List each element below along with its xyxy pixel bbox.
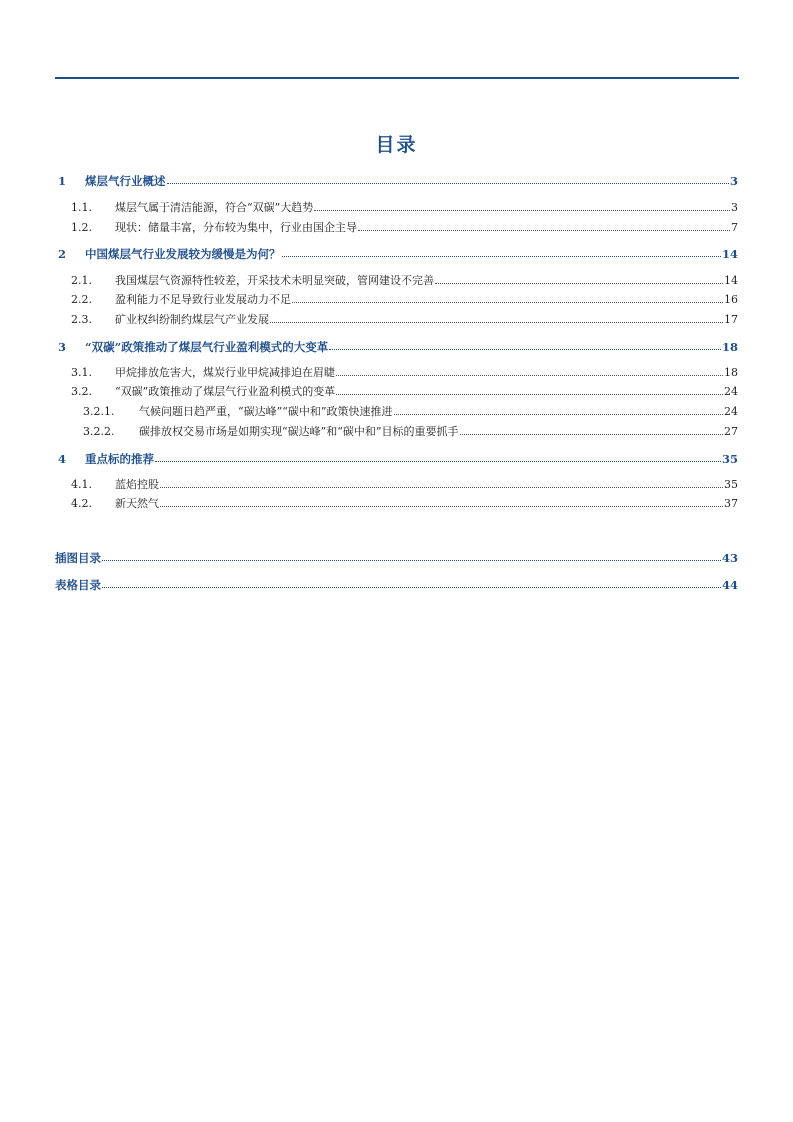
toc-entry-title: 插图目录 <box>55 551 101 565</box>
toc-entry-page: 18 <box>724 366 738 379</box>
toc-entry-title: 甲烷排放危害大，煤炭行业甲烷减排迫在眉睫 <box>115 366 335 379</box>
toc-entry-number: 2 <box>58 247 67 261</box>
toc-entry-number: 4.2. <box>71 497 92 510</box>
toc-entry-title: 新天然气 <box>115 497 159 510</box>
toc-entry-page: 27 <box>724 425 738 438</box>
toc-entry-page: 16 <box>724 293 738 306</box>
toc-entry-page: 35 <box>724 478 738 491</box>
toc-entry-3-2-1[interactable] <box>55 403 738 419</box>
toc-entry-2-2[interactable] <box>55 291 738 307</box>
dot-leader <box>282 256 721 257</box>
toc-entry-3[interactable] <box>55 338 738 354</box>
toc-entry-page: 35 <box>721 452 738 466</box>
dot-leader <box>160 506 723 507</box>
dot-leader <box>460 434 724 435</box>
toc-entry-1-1[interactable] <box>55 199 738 215</box>
toc-entry-4-1[interactable] <box>55 476 738 492</box>
dot-leader <box>435 283 723 284</box>
toc-entry-title: 煤层气属于清洁能源，符合“双碳”大趋势 <box>115 201 314 214</box>
toc-entry-page: 24 <box>724 405 738 418</box>
toc-entry-1[interactable] <box>55 172 738 188</box>
toc-entry-title: 矿业权纠纷制约煤层气产业发展 <box>115 313 269 326</box>
toc-entry-3-1[interactable] <box>55 364 738 380</box>
toc-entry-2[interactable] <box>55 245 738 261</box>
dot-leader <box>155 461 721 462</box>
dot-leader <box>270 322 723 323</box>
toc-entry-page: 37 <box>724 497 738 510</box>
toc-entry-title: 气候问题日趋严重，“碳达峰”“碳中和”政策快速推进 <box>139 405 393 418</box>
toc-entry-number: 1.2. <box>71 221 92 234</box>
toc-entry-page: 14 <box>724 274 738 287</box>
toc-entry-figures[interactable] <box>55 549 738 565</box>
toc-entry-page: 7 <box>731 221 738 234</box>
toc-entry-number: 2.3. <box>71 313 92 326</box>
toc-entry-title: 表格目录 <box>55 578 101 592</box>
toc-entry-page: 3 <box>729 174 738 188</box>
toc-entry-title: 中国煤层气行业发展较为缓慢是为何？ <box>85 247 281 261</box>
dot-leader <box>292 302 723 303</box>
dot-leader <box>336 375 723 376</box>
dot-leader <box>160 487 723 488</box>
toc-entry-number: 3.1. <box>71 366 92 379</box>
dot-leader <box>102 587 721 588</box>
toc-title: 目录 <box>375 134 418 156</box>
dot-leader <box>336 394 723 395</box>
toc-entry-page: 24 <box>724 385 738 398</box>
toc-entry-number: 3.2.2. <box>83 425 115 438</box>
toc-entry-3-2-2[interactable] <box>55 423 738 439</box>
toc-entry-tables[interactable] <box>55 576 738 592</box>
toc-entry-title: 我国煤层气资源特性较差，开采技术未明显突破，管网建设不完善 <box>115 274 434 287</box>
toc-entry-title: 现状：储量丰富，分布较为集中，行业由国企主导 <box>115 221 357 234</box>
toc-entry-number: 1.1. <box>71 201 92 214</box>
dot-leader <box>394 414 724 415</box>
toc-entry-page: 43 <box>721 551 738 565</box>
dot-leader <box>314 210 730 211</box>
toc-entry-title: 盈利能力不足导致行业发展动力不足 <box>115 293 291 306</box>
toc-entry-title: 煤层气行业概述 <box>85 174 166 188</box>
toc-entry-title: 重点标的推荐 <box>85 452 154 466</box>
toc-entry-3-2[interactable] <box>55 383 738 399</box>
toc-entry-page: 18 <box>721 340 738 354</box>
toc-entry-4[interactable] <box>55 450 738 466</box>
toc-entry-number: 4.1. <box>71 478 92 491</box>
header-rule <box>55 77 739 79</box>
toc-entry-page: 44 <box>721 578 738 592</box>
toc-entry-number: 3.2. <box>71 385 92 398</box>
toc-entry-title: 蓝焰控股 <box>115 478 159 491</box>
toc-entry-page: 14 <box>721 247 738 261</box>
dot-leader <box>167 183 729 184</box>
toc-entry-1-2[interactable] <box>55 219 738 235</box>
toc-entry-title: 碳排放权交易市场是如期实现“碳达峰”和“碳中和”目标的重要抓手 <box>139 425 459 438</box>
toc-entry-number: 2.1. <box>71 274 92 287</box>
toc-entry-page: 3 <box>731 201 738 214</box>
toc-entry-2-3[interactable] <box>55 311 738 327</box>
dot-leader <box>329 349 721 350</box>
toc-entry-number: 4 <box>58 452 67 466</box>
toc-entry-number: 1 <box>58 174 67 188</box>
toc-entry-number: 2.2. <box>71 293 92 306</box>
toc-entry-number: 3.2.1. <box>83 405 115 418</box>
toc-entry-2-1[interactable] <box>55 272 738 288</box>
toc-entry-page: 17 <box>724 313 738 326</box>
toc-entry-title: “双碳”政策推动了煤层气行业盈利模式的变革 <box>115 385 336 398</box>
dot-leader <box>102 560 721 561</box>
toc-entry-title: “双碳”政策推动了煤层气行业盈利模式的大变革 <box>85 340 329 354</box>
dot-leader <box>358 230 730 231</box>
toc-entry-number: 3 <box>58 340 67 354</box>
toc-entry-4-2[interactable] <box>55 495 738 511</box>
